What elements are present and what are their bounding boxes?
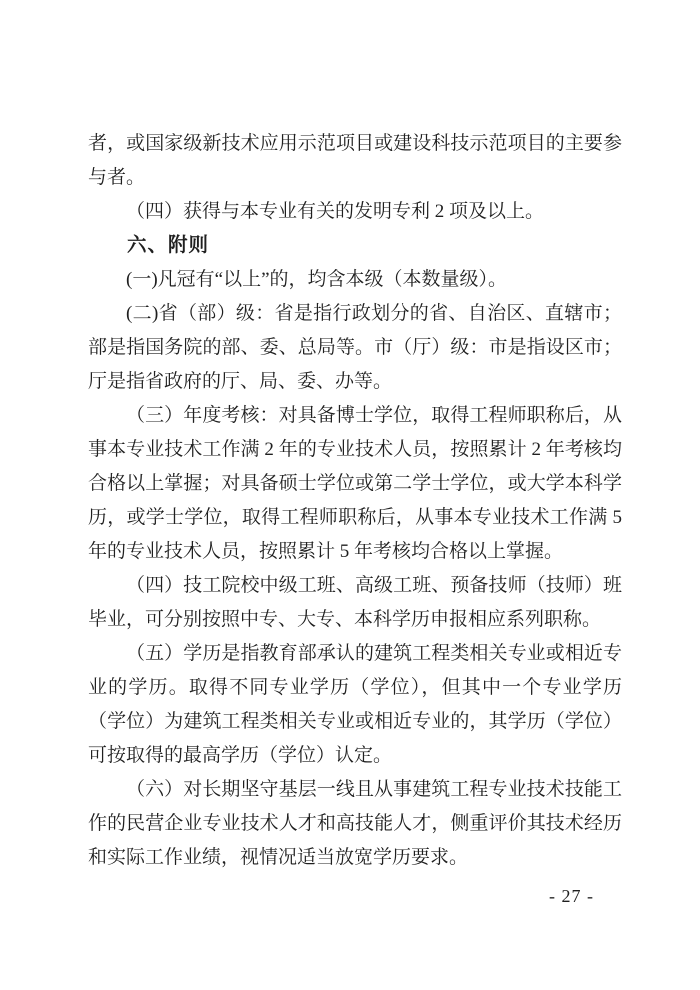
appendix-item-1: (一)凡冠有“以上”的，均含本级（本数量级）。 (126, 269, 508, 290)
appendix-item-4: （四）技工院校中级工班、高级工班、预备技师（技师）班毕业，可分别按照中专、大专、本科学历申报相应系列职称。 (88, 575, 622, 630)
appendix-item-5: （五）学历是指教育部承认的建筑工程类相关专业或相近专业的学历。取得不同专业学历（学位），但其中一个专业学历（学位）为建筑工程类相关专业或相近专业的，其学历（学位）可按取得的最高学历（学位）认定。 (88, 643, 622, 766)
paragraph-item-four-patent: （四）获得与本专业有关的发明专利 2 项及以上。 (126, 201, 545, 222)
page-number: - 27 - (549, 886, 594, 906)
paragraph-continuation: 者，或国家级新技术应用示范项目或建设科技示范项目的主要参与者。 (88, 133, 622, 188)
appendix-item-3: （三）年度考核：对具备博士学位，取得工程师职称后，从事本专业技术工作满 2 年的专业技术人员，按照累计 2 年考核均合格以上掌握；对具备硕士学位或第二学士学位，或大学本科学历，或学士学位，取得工程师职称后，从事本专业技术工作满 5 年的专业技术人员，按照累计 5 年考核均合格以上掌握。 (88, 405, 622, 562)
section-heading-appendix: 六、附则 (127, 235, 210, 256)
document-body (88, 127, 622, 875)
appendix-item-2: (二)省（部）级：省是指行政划分的省、自治区、直辖市；部是指国务院的部、委、总局等。市（厅）级：市是指设区市；厅是指省政府的厅、局、委、办等。 (88, 303, 622, 392)
appendix-item-6: （六）对长期坚守基层一线且从事建筑工程专业技术技能工作的民营企业专业技术人才和高技能人才，侧重评价其技术经历和实际工作业绩，视情况适当放宽学历要求。 (88, 779, 622, 868)
